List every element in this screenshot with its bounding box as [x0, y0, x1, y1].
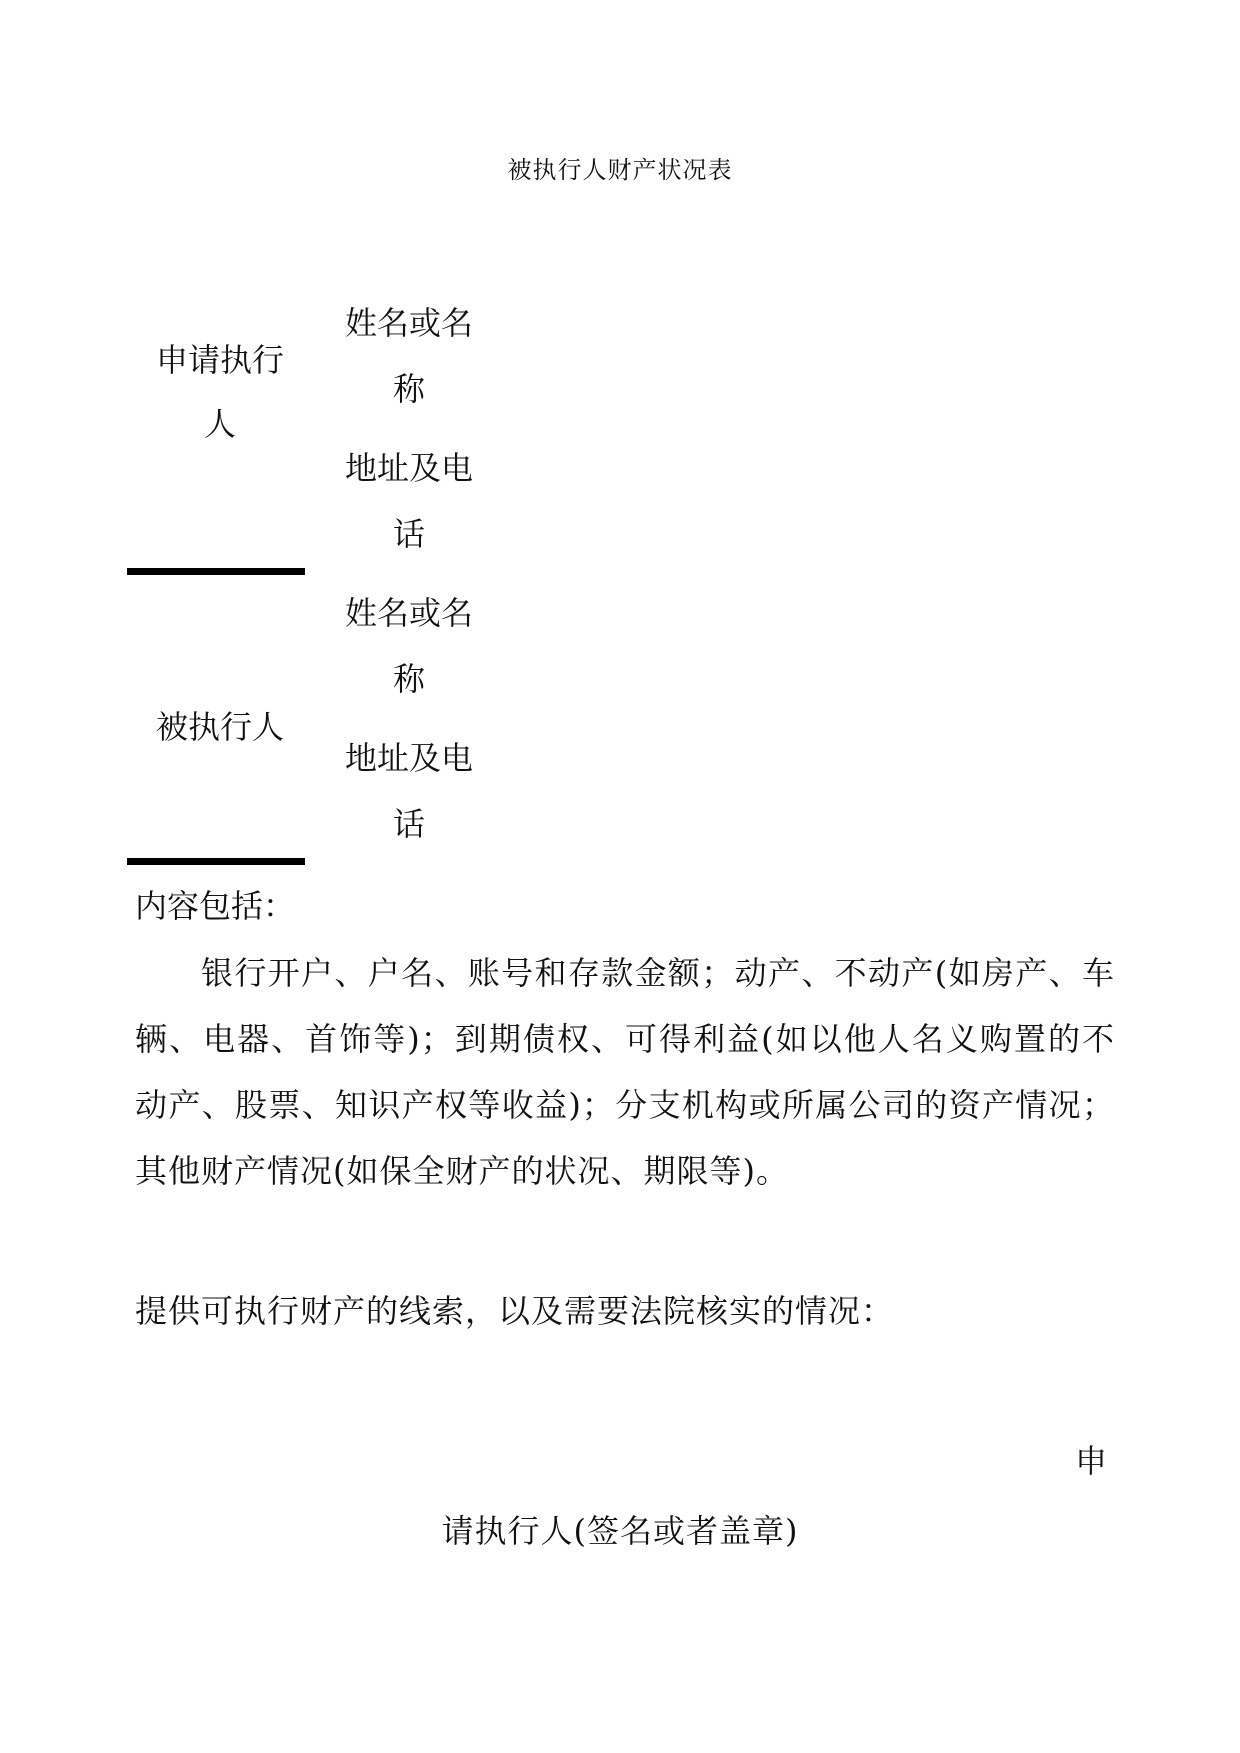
respondent-name-label-line1: 姓名或名 — [344, 594, 473, 632]
document-title: 被执行人财产状况表 — [507, 156, 733, 184]
signature-line: 请执行人(签名或者盖章) — [441, 1512, 799, 1550]
applicant-label-line1: 申请执行 — [155, 341, 284, 379]
applicant-address-label-line2: 话 — [392, 515, 425, 553]
respondent-name-label-line2: 称 — [392, 660, 425, 698]
signature-first-char: 申 — [1075, 1442, 1108, 1480]
respondent-label: 被执行人 — [155, 708, 284, 746]
applicant-name-label-line2: 称 — [392, 370, 425, 408]
respondent-divider — [127, 858, 305, 865]
applicant-name-label-line1: 姓名或名 — [344, 304, 473, 342]
respondent-name-label — [339, 580, 479, 712]
applicant-address-label-line1: 地址及电 — [344, 449, 473, 487]
applicant-name-label — [339, 290, 479, 422]
content-body: 银行开户、户名、账号和存款金额；动产、不动产(如房产、车辆、电器、首饰等)；到期债权、可得利益(如以他人名义购置的不动产、股票、知识产权等收益)；分支机构或所属公司的资产情况；其他财产情况(如保全财产的状况、期限等)。 — [135, 954, 1115, 1190]
applicant-section — [127, 290, 627, 575]
respondent-address-label-line2: 话 — [392, 805, 425, 843]
respondent-address-label — [339, 725, 479, 857]
respondent-address-label-line1: 地址及电 — [344, 739, 473, 777]
content-heading: 内容包括： — [135, 887, 296, 925]
applicant-divider — [127, 568, 305, 575]
applicant-address-label — [339, 435, 479, 567]
applicant-label — [145, 328, 295, 456]
applicant-label-line2: 人 — [203, 405, 236, 443]
respondent-section — [127, 580, 627, 870]
clues-prompt: 提供可执行财产的线索，以及需要法院核实的情况： — [135, 1292, 895, 1330]
